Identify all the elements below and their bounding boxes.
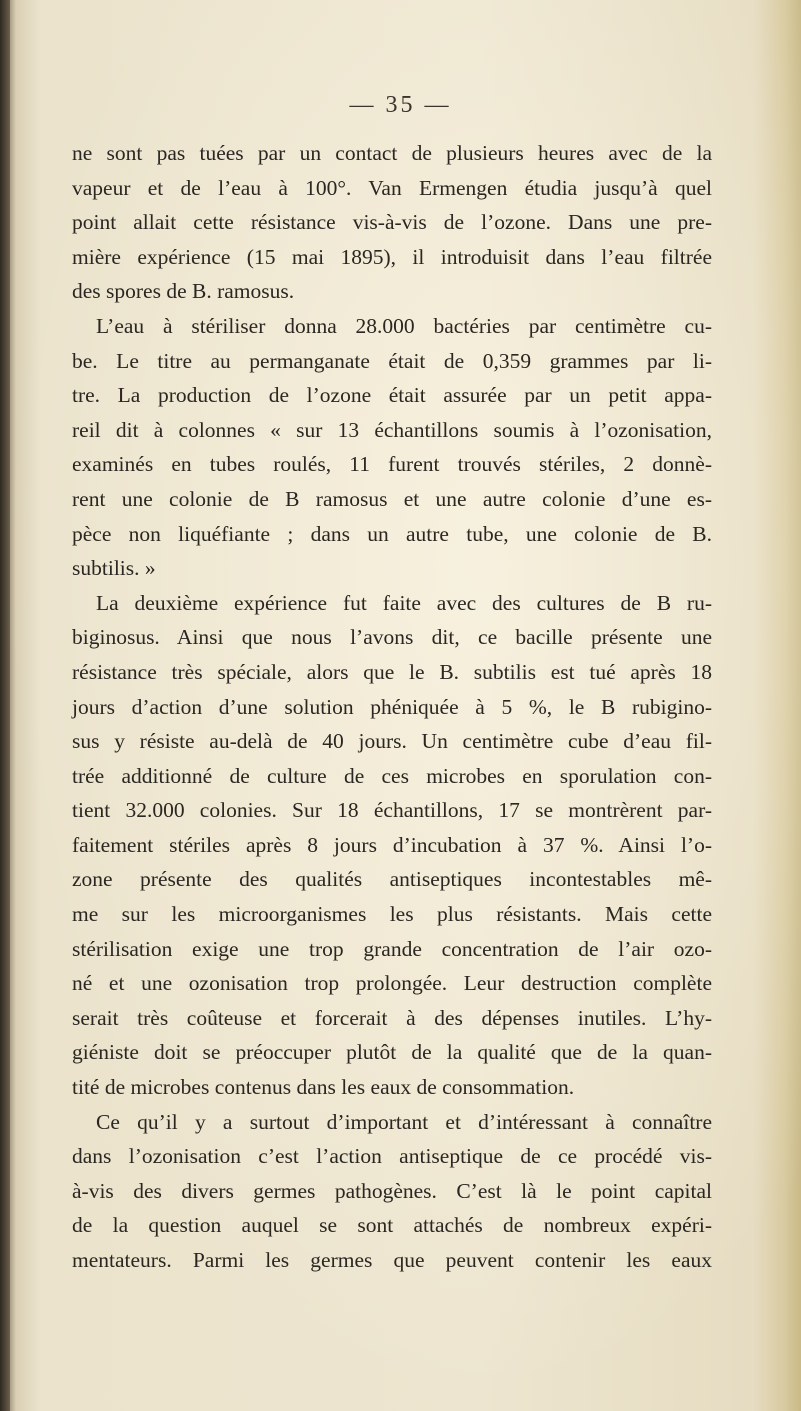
text-line: rent une colonie de B ramosus et une autre colonie d’une es- <box>72 486 712 511</box>
text-line: mentateurs. Parmi les germes que peuvent contenir les eaux <box>72 1248 712 1272</box>
text-line: reil dit à colonnes « sur 13 échantillons soumis à l’ozonisation, <box>72 417 712 442</box>
text-line: stérilisation exige une trop grande concentration de l’air ozo- <box>72 936 712 961</box>
text-line: pèce non liquéfiante ; dans un autre tube, une colonie de B. <box>72 521 712 546</box>
text-line: point allait cette résistance vis-à-vis de l’ozone. Dans une pre- <box>72 210 712 235</box>
body-text <box>72 136 712 1278</box>
text-line: mière expérience (15 mai 1895), il introduisit dans l’eau filtrée <box>72 244 712 269</box>
text-line: me sur les microorganismes les plus résistants. Mais cette <box>72 902 712 927</box>
text-line: jours d’action d’une solution phéniquée à 5 %, le B rubigino- <box>72 694 712 719</box>
text-line: trée additionné de culture de ces microbes en sporulation con- <box>72 763 712 788</box>
text-line: des spores de B. ramosus. <box>72 279 295 304</box>
text-line: faitement stériles après 8 jours d’incubation à 37 %. Ainsi l’o- <box>72 832 712 857</box>
text-line: examinés en tubes roulés, 11 furent trouvés stériles, 2 donnè- <box>72 452 712 477</box>
text-line: zone présente des qualités antiseptiques incontestables mê- <box>72 867 712 892</box>
page-number: — 35 — <box>349 92 452 118</box>
text-line: tient 32.000 colonies. Sur 18 échantillons, 17 se montrèrent par- <box>72 798 712 823</box>
text-line: Ce qu’il y a surtout d’important et d’intéressant à connaître <box>96 1109 712 1134</box>
text-line: tité de microbes contenus dans les eaux de consommation. <box>72 1075 575 1100</box>
text-line: dans l’ozonisation c’est l’action antiseptique de ce procédé vis- <box>72 1144 712 1169</box>
book-spine-shadow <box>0 0 10 1411</box>
text-line: L’eau à stériliser donna 28.000 bactéries par centimètre cu- <box>96 313 712 338</box>
text-line: sus y résiste au-delà de 40 jours. Un centimètre cube d’eau fil- <box>72 729 712 754</box>
text-line: La deuxième expérience fut faite avec des cultures de B ru- <box>96 590 712 615</box>
text-line: vapeur et de l’eau à 100°. Van Ermengen étudia jusqu’à quel <box>72 175 712 200</box>
text-line: de la question auquel se sont attachés de nombreux expéri- <box>72 1213 712 1238</box>
text-line: à-vis des divers germes pathogènes. C’est là le point capital <box>72 1178 712 1203</box>
text-line: serait très coûteuse et forcerait à des dépenses inutiles. L’hy- <box>72 1005 712 1030</box>
text-line: be. Le titre au permanganate était de 0,359 grammes par li- <box>72 348 712 373</box>
text-line: biginosus. Ainsi que nous l’avons dit, ce bacille présente une <box>72 625 712 650</box>
text-line: né et une ozonisation trop prolongée. Leur destruction complète <box>72 971 712 996</box>
text-line: subtilis. » <box>72 556 156 581</box>
text-line: tre. La production de l’ozone était assurée par un petit appa- <box>72 383 712 408</box>
text-line: giéniste doit se préoccuper plutôt de la qualité que de la quan- <box>72 1040 712 1065</box>
text-line: ne sont pas tuées par un contact de plusieurs heures avec de la <box>72 141 712 165</box>
text-line: résistance très spéciale, alors que le B. subtilis est tué après 18 <box>72 659 712 684</box>
